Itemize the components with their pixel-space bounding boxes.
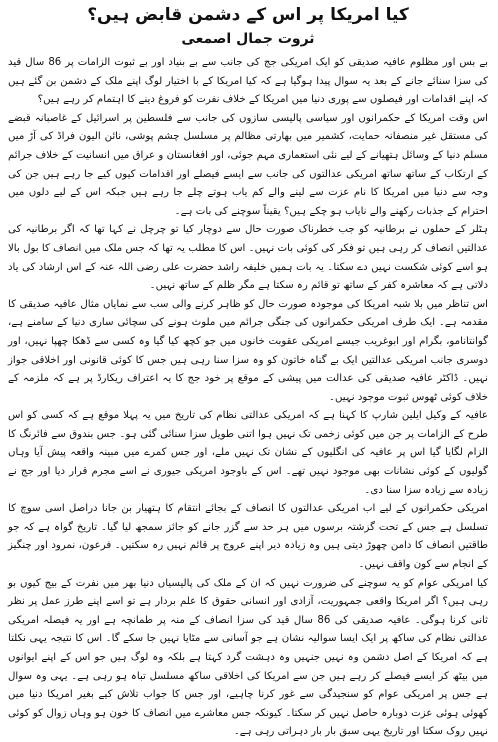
article-paragraph: ہٹلر کے حملوں نے برطانیہ کو جب خطرناک صورت حال سے دوچار کیا تو چرچل نے کہا تھا کہ اگر برطانیہ کی عدالتیں انصاف کر رہی ہیں تو فکر کی کوئی بات نہیں۔ اس کا مطلب یہ تھا کہ جس ملک میں انصاف کا بول بالا ہو اسے کوئی شکست نہیں دے سکتا۔ یہ بات ہمیں خلیفہ راشد حضرت علی رضی اللہ عنہ کے اس ارشاد کی یاد دلاتی ہے کہ معاشرہ کفر کے ساتھ تو قائم رہ سکتا ہے مگر ظلم کے ساتھ نہیں۔ [8,224,488,292]
article-paragraph: عافیہ کے وکیل ایلین شارپ کا کہنا ہے کہ امریکی عدالتی نظام کی تاریخ میں یہ پہلا موقع ہے کہ کسی کو اس طرح کے الزامات پر جن میں کوئی زخمی تک نہیں ہوا اتنی طویل سزا سنائی گئی ہو۔ جس بندوق سے فائرنگ کا الزام لگایا گیا اس پر عافیہ کی انگلیوں کے نشان تک نہیں ملے، اور جس کمرے میں مبینہ واقعہ پیش آیا وہاں گولیوں کے کوئی نشانات بھی موجود نہیں تھے۔ اس کے باوجود امریکی جیوری نے اسے مجرم قرار دیا اور جج نے زیادہ سے زیادہ سزا سنا دی۔ [8,410,488,496]
article-author: ثروت جمال اصمعی [181,31,315,47]
article-paragraph: امریکی حکمرانوں کے لیے اب امریکی عدالتوں کا انصاف کے بجائے انتقام کا ہتھیار بن جانا دراصل اسی سوچ کا تسلسل ہے جس کے تحت گزشتہ برسوں میں ہر حد سے گزر جانے کو جائز سمجھ لیا گیا۔ تاریخ گواہ ہے کہ جو طاقتیں انصاف کا دامن چھوڑ دیتی ہیں وہ زیادہ دیر اپنے عروج پر قائم نہیں رہ سکتیں۔ فرعون، نمرود اور چنگیز کے انجام سے کون واقف نہیں۔ [8,503,488,571]
article-body [8,54,488,742]
article-title: کیا امریکا پر اس کے دشمن قابض ہیں؟ [87,5,409,25]
article-paragraph: اس تناظر میں بلا شبہ امریکا کی موجودہ صورت حال کو ظاہر کرنے والی سب سے نمایاں مثال عافیہ صدیقی کا مقدمہ ہے۔ ایک طرف امریکی حکمرانوں کی جنگی جرائم میں ملوث ہونے کی سچائی ساری دنیا کے سامنے ہے، گوانتانامو، بگرام اور ابوغریب جیسے امریکی عقوبت خانوں میں جو کچھ کیا گیا وہ کسی سے ڈھکا چھپا نہیں، اور دوسری جانب امریکی عدالتیں ایک بے گناہ خاتون کو وہ سزا سنا رہی ہیں جس کا کوئی قانونی اور اخلاقی جواز نہیں۔ ڈاکٹر عافیہ صدیقی کی عدالت میں پیشی کے موقع پر خود جج کا یہ اعتراف ریکارڈ پر ہے کہ ملزمہ کے خلاف کوئی ٹھوس ثبوت موجود نہیں۔ [8,298,488,403]
article-paragraph: بے بس اور مظلوم عافیہ صدیقی کو ایک امریکی جج کی جانب سے بے بنیاد اور بے ثبوت الزامات پر 86 سال قید کی سزا سنائے جانے کے بعد یہ سوال پیدا ہوگیا ہے کہ کیا امریکا کے با اختیار لوگ اپنے ملک کے دشمن بن گئے ہیں کہ اپنے اقدامات اور فیصلوں سے پوری دنیا میں امریکا کے خلاف نفرت کو فروغ دینے کا اہتمام کر رہے ہیں؟ [8,57,488,106]
article-paragraph: کیا امریکی عوام کو یہ سوچنے کی ضرورت نہیں کہ ان کے ملک کی پالیسیاں دنیا بھر میں نفرت کے بیج کیوں بو رہی ہیں؟ اگر امریکا واقعی جمہوریت، آزادی اور انسانی حقوق کا علم بردار ہے تو اسے اپنے طرز عمل پر نظر ثانی کرنا ہوگی۔ عافیہ صدیقی کی 86 سال قید کی سزا انصاف کے منہ پر طمانچہ ہے اور یہ فیصلہ امریکی عدالتی نظام کی ساکھ پر ایک ایسا سوالیہ نشان ہے جو آسانی سے مٹایا نہیں جا سکے گا۔ اس کا نتیجہ یہی نکلتا ہے کہ امریکا کے اصل دشمن وہ نہیں جنہیں وہ دہشت گرد کہتا ہے بلکہ وہ لوگ ہیں جو اس کے اپنے ایوانوں میں بیٹھ کر ایسے فیصلے کر رہے ہیں جن سے امریکا کی اخلاقی ساکھ مسلسل تباہ ہو رہی ہے۔ یہی وہ سوال ہے جس پر امریکی عوام کو سنجیدگی سے غور کرنا چاہیے، اور جس کا جواب تلاش کیے بغیر امریکا دنیا میں کھوئی ہوئی عزت دوبارہ حاصل نہیں کر سکتا۔ کیونکہ جس معاشرے میں انصاف کا خون ہو وہاں زوال کو کوئی نہیں روک سکتا اور تاریخ یہی سبق بار بار دہراتی رہی ہے۔ [8,577,488,738]
article-paragraph: اس وقت امریکا کے حکمرانوں اور سیاسی پالیسی سازوں کی جانب سے فلسطین پر اسرائیل کے غاصبانہ قبضے کی مستقل غیر منصفانہ حمایت، کشمیر میں بھارتی مظالم پر مسلسل چشم پوشی، نائن الیون فراڈ کی آڑ میں مسلم دنیا کے وسائل ہتھیانے کے لیے نئی استعماری مہم جوئی، اور افغانستان و عراق میں انسانیت کے خلاف جرائم کے ارتکاب کے ساتھ ساتھ امریکی عدالتوں کی جانب سے ایسے فیصلے اور اقدامات کیوں کیے جا رہے ہیں جن کی وجہ سے دنیا میں امریکا کا نام عزت سے لینے والے کم یاب ہوتے چلے جا رہے ہیں جبکہ اس کے لیے دلوں میں احترام کے جذبات رکھنے والے نایاب ہو چکے ہیں؟ یقیناً سوچنے کی بات ہے۔ [8,112,488,217]
